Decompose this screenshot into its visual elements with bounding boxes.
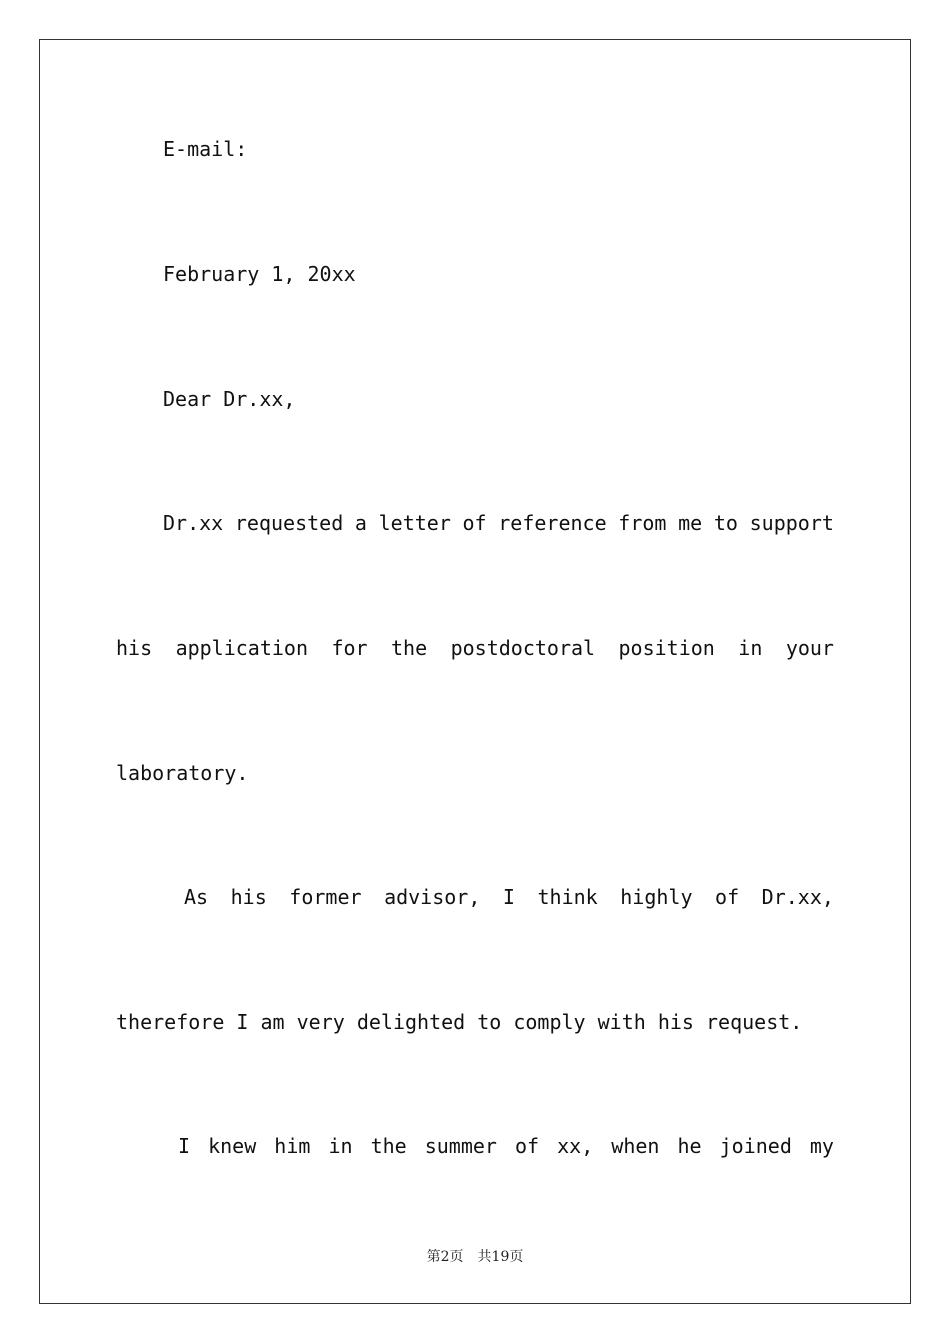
word: knew (208, 1134, 257, 1158)
word: Dr.xx, (761, 885, 834, 909)
word: reference (498, 511, 607, 535)
word: I (178, 1134, 191, 1158)
body-line-4 (184, 885, 834, 909)
word: of (715, 885, 740, 909)
word: he (677, 1134, 702, 1158)
body-line-5: therefore I am very delighted to comply with his request. (116, 1010, 803, 1034)
body-line-1 (163, 511, 834, 535)
word: I (502, 885, 515, 909)
word: his (116, 636, 153, 660)
word: your (785, 636, 834, 660)
word: a (354, 511, 367, 535)
word: of (462, 511, 487, 535)
word: for (331, 636, 368, 660)
word: requested (234, 511, 344, 535)
word: when (611, 1134, 660, 1158)
word: xx, (557, 1134, 594, 1158)
word: position (618, 636, 715, 660)
word: of (515, 1134, 540, 1158)
page-border (39, 39, 911, 1304)
word: joined (719, 1134, 792, 1158)
word: letter (378, 511, 451, 535)
word: Dr.xx (163, 511, 224, 535)
word: postdoctoral (450, 636, 596, 660)
word: the (370, 1134, 407, 1158)
word: support (749, 511, 834, 535)
word: advisor, (384, 885, 481, 909)
word: to (713, 511, 738, 535)
word: from (618, 511, 667, 535)
salutation-line: Dear Dr.xx, (163, 387, 296, 411)
word: his (230, 885, 267, 909)
word: in (738, 636, 763, 660)
date-line: February 1, 20xx (163, 262, 356, 286)
page-number-footer: 第2页 共19页 (426, 1249, 524, 1265)
word: my (809, 1134, 834, 1158)
word: think (537, 885, 598, 909)
body-line-2 (116, 636, 834, 660)
word: him (274, 1134, 311, 1158)
word: former (289, 885, 362, 909)
email-line: E-mail: (163, 137, 248, 161)
word: in (328, 1134, 353, 1158)
word: the (391, 636, 428, 660)
word: application (175, 636, 309, 660)
word: As (184, 885, 209, 909)
body-line-3: laboratory. (116, 761, 249, 785)
word: summer (424, 1134, 497, 1158)
body-line-6 (178, 1134, 834, 1158)
word: highly (620, 885, 693, 909)
word: me (678, 511, 703, 535)
